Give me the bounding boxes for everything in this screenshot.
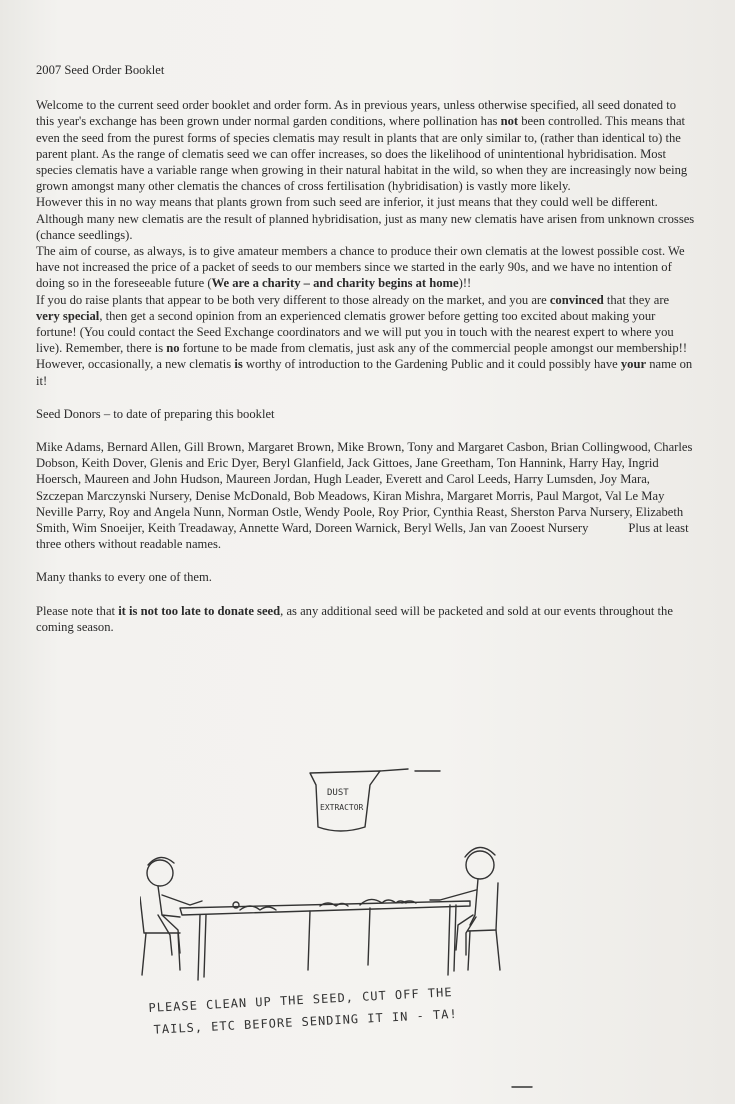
donate-text-c: , as any additional seed will be packeted and sold at our events throughout the coming season. <box>36 603 673 634</box>
intro-bold-not: not <box>500 114 519 129</box>
hood-label-line1: DUST <box>327 788 349 798</box>
donors-names: Mike Adams, Bernard Allen, Gill Brown, Margaret Brown, Mike Brown, Tony and Margaret Casbon, Brian Collingwood, Charles Dobson, Keith Dover, Glenis and Eric Dyer, Beryl Glanfield, Jack Gittoes, Jane Greetham, Ton Hannink, Harry Hay, Ingrid Hoersch, Maureen and John Hudson, Maureen Jordan, Hugh Leader, Everett and Carol Leeds, Harry Lumsden, Joy Mara, Szczepan Marczynski Nursery, Denise McDonald, Bob Meadows, Kiran Mishra, Margaret Morris, Paul Margot, Val Le May Neville Parry, Roy and Angela Nunn, Norman Ostle, Wendy Poole, Roy Prior, Cynthia Reast, Sherston Parva Nursery, Elizabeth Smith, Wim Snoeijer, Keith Treadaway, Annette Ward, Doreen Warnick, Beryl Wells, Jan van Zooest Nursery <box>36 440 693 536</box>
donors-extra-note: Plus at least three others without readable names. <box>36 521 689 552</box>
donate-text-a: Please note that <box>36 603 119 618</box>
is-bold: is <box>234 357 243 372</box>
right-person-head <box>466 851 494 879</box>
caption-line-1: PLEASE CLEAN UP THE SEED, CUT OFF THE <box>148 985 453 1015</box>
raise-text-k: name on it! <box>36 357 693 388</box>
donate-bold: it is not too late to donate seed <box>118 603 281 618</box>
donors-heading: Seed Donors – to date of preparing this booklet <box>36 406 275 421</box>
document-title: 2007 Seed Order Booklet <box>36 63 165 77</box>
donate-note <box>36 603 696 635</box>
raise-text-e: , then get a second opinion from an experienced clematis grower before getting too excited about making your fortune! (You could contact the Seed Exchange coordinators and we will put you in touch with the nearest expert to where you live). Remember, there is <box>36 308 674 356</box>
intro-text: Welcome to the current seed order booklet and order form. As in previous years, unless otherwise specified, all seed donated to this year's exchange has been grown under normal garden conditions, where pollination has <box>36 98 677 129</box>
raise-text-c: that they are <box>603 292 670 307</box>
dust-extractor-hood <box>310 771 380 831</box>
charity-bold: We are a charity – and charity begins at home <box>211 276 459 291</box>
hood-label-line2: EXTRACTOR <box>320 803 364 812</box>
inferior-paragraph: However this in no way means that plants grown from such seed are inferior, it just means that they could well be different. Although many new clematis are the result of planned hybridisation, just as many new clematis have arisen from unknown crosses (chance seedlings). <box>36 195 695 242</box>
intro-text-cont: been controlled. This means that even the seed from the purest forms of species clematis may result in plants that are only similar to, (rather than identical to) the parent plant. As the range of clematis seed we can offer increases, so does the likelihood of unintentional hybridisation. Most species clematis have a variable range when growing in their natural habitat in the wild, so when they are increasingly now being grown amongst many other clematis the chances of cross fertilisation (hybridisation) is vastly more likely. <box>36 114 688 194</box>
donors-list <box>36 439 696 552</box>
caption-line-2: TAILS, ETC BEFORE SENDING IT IN - TA! <box>153 1006 458 1037</box>
thanks-line: Many thanks to every one of them. <box>36 570 212 585</box>
aim-paragraph <box>36 243 696 292</box>
very-special-bold: very special <box>36 308 100 323</box>
no-bold: no <box>166 341 180 356</box>
convinced-bold: convinced <box>549 292 604 307</box>
raise-text-g: fortune to be made from clematis, just ask any of the commercial people amongst our membership!! However, occasionally, a new clematis <box>36 341 688 372</box>
your-bold: your <box>620 357 647 372</box>
raise-text-a: If you do raise plants that appear to be both very different to those already on the market, and you are <box>36 292 550 307</box>
aim-text: The aim of course, as always, is to give amateur members a chance to produce their own clematis at the lowest possible cost. We have not increased the price of a packet of seeds to our members since we started in the early 90s, and we have no intention of doing so in the foreseeable future ( <box>36 244 685 291</box>
intro-paragraph <box>36 97 696 194</box>
document-body <box>36 62 696 635</box>
raise-text-i: worthy of introduction to the Gardening Public and it could possibly have <box>242 357 621 372</box>
left-person-head <box>147 860 173 886</box>
raise-plants-paragraph <box>36 292 696 389</box>
seed-cleaning-sketch <box>140 765 560 1095</box>
aim-text-end: )!! <box>458 276 472 291</box>
